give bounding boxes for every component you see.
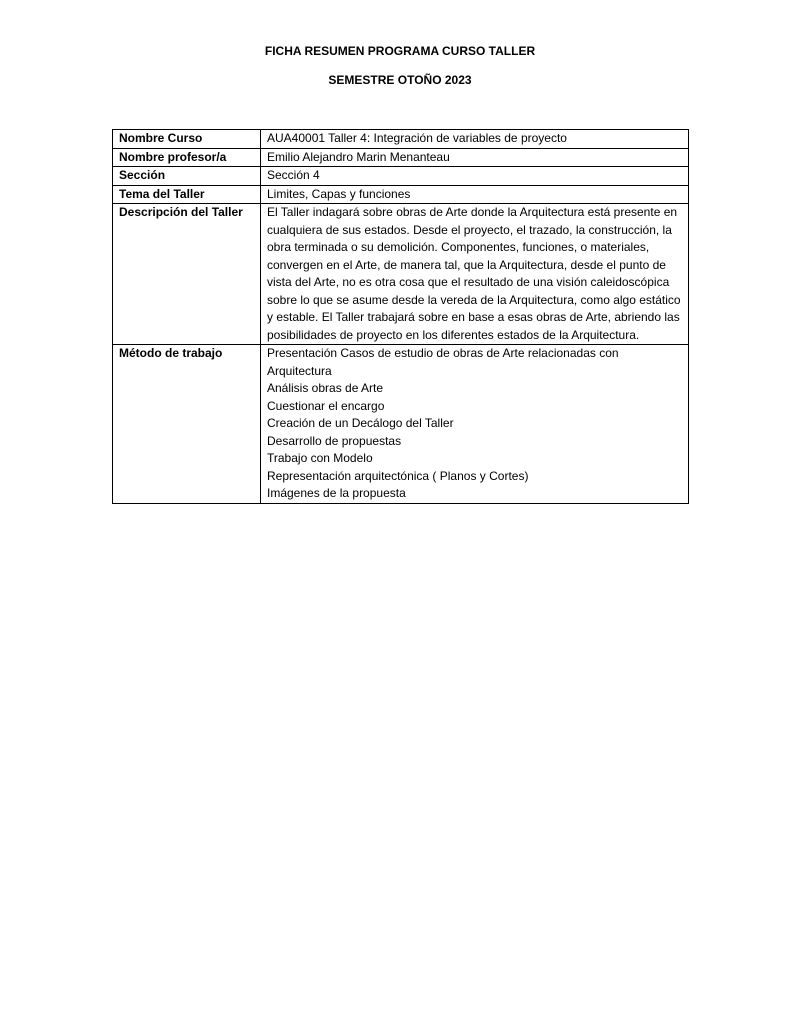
list-item: Representación arquitectónica ( Planos y Cortes) — [267, 468, 529, 483]
document-subtitle: SEMESTRE OTOÑO 2023 — [328, 73, 472, 87]
document-title: FICHA RESUMEN PROGRAMA CURSO TALLER — [264, 44, 536, 58]
row-value: AUA40001 Taller 4: Integración de variables de proyecto — [261, 130, 689, 149]
table-row-description — [113, 204, 689, 345]
row-value: El Taller indagará sobre obras de Arte donde la Arquitectura está presente en cualquiera de sus estados. Desde el proyecto, el trazado, la construcción, la obra terminada o su demolición. Componentes, funciones, o materiales, convergen en el Arte, de manera tal, que la Arquitectura, desde el punto de vista del Arte, no es otra cosa que el resultado de una visión caleidoscópica sobre lo que se asume desde la vereda de la Arquitectura, como algo estático y estable. El Taller trabajará sobre en base a esas obras de Arte, abriendo las posibilidades de proyecto en los diferentes estados de la Arquitectura. — [261, 204, 689, 345]
row-label: Nombre profesor/a — [113, 148, 261, 167]
list-item: Creación de un Decálogo del Taller — [267, 416, 454, 430]
row-value: Sección 4 — [261, 167, 689, 186]
table-row-theme — [113, 185, 689, 204]
row-value: Emilio Alejandro Marin Menanteau — [261, 148, 689, 167]
list-item: Cuestionar el encargo — [267, 398, 385, 413]
row-label: Nombre Curso — [113, 130, 261, 149]
list-item: Imágenes de la propuesta — [267, 486, 406, 500]
table-row-professor — [113, 148, 689, 167]
row-label: Método de trabajo — [113, 345, 261, 504]
list-item: Presentación Casos de estudio de obras de Arte relacionadas con Arquitectura — [267, 346, 619, 378]
method-list — [261, 345, 689, 504]
table-row-method — [113, 345, 689, 504]
table-row-section — [113, 167, 689, 186]
list-item: Desarrollo de propuestas — [267, 433, 402, 448]
row-label: Tema del Taller — [113, 185, 261, 204]
row-label: Sección — [113, 167, 261, 186]
list-item: Trabajo con Modelo — [267, 451, 373, 465]
row-label: Descripción del Taller — [113, 204, 261, 345]
table-row-course-name — [113, 130, 689, 149]
course-summary-table — [112, 129, 689, 504]
list-item: Análisis obras de Arte — [267, 381, 384, 395]
row-value: Limites, Capas y funciones — [261, 185, 689, 204]
